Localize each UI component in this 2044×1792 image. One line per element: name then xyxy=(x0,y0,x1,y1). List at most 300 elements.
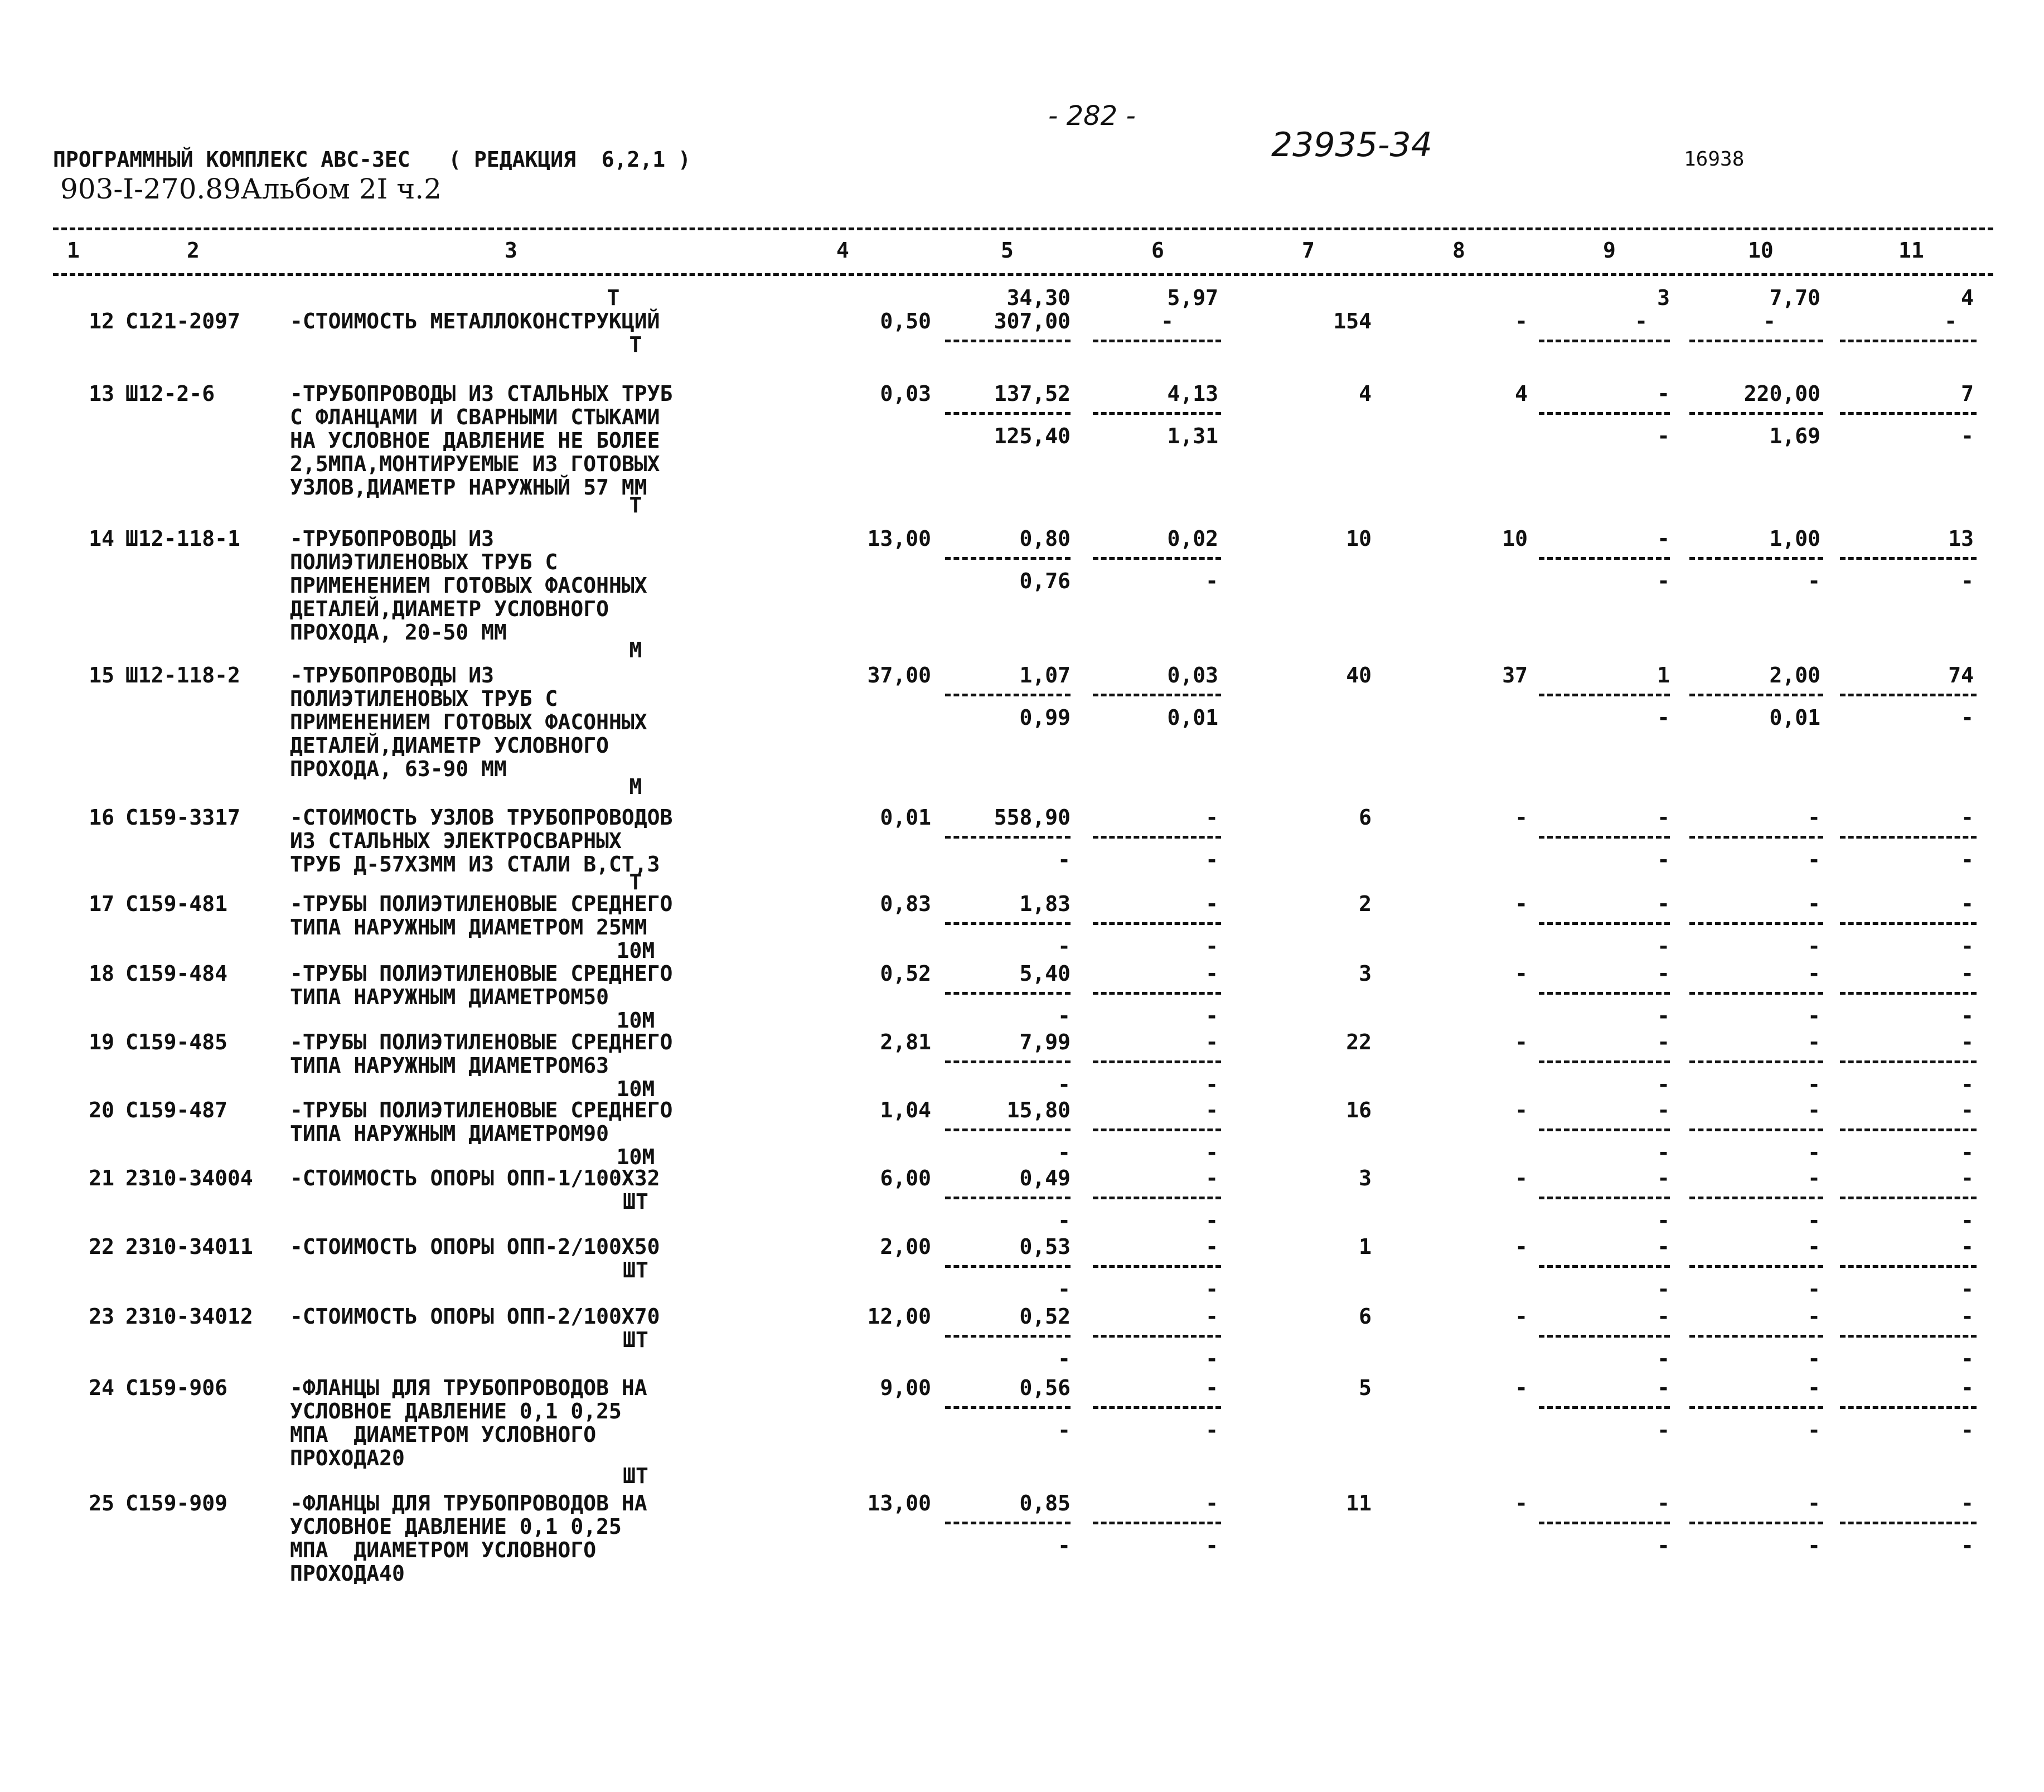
cell-col6-top: - xyxy=(1205,805,1218,830)
cell-col9-top: - xyxy=(1657,892,1670,916)
cell-divider-c6 xyxy=(1093,340,1221,342)
cell-col8: 10 xyxy=(1502,526,1528,551)
cell-col11-bottom: - xyxy=(1961,1140,1974,1165)
cell-col11-top: 7 xyxy=(1961,381,1974,406)
cell-col10-bottom: - xyxy=(1808,934,1820,958)
cell-col5-bottom: 125,40 xyxy=(994,424,1071,448)
cell-col8: - xyxy=(1515,892,1528,916)
cell-col11-bottom: - xyxy=(1961,847,1974,872)
cell-col11-top: - xyxy=(1961,805,1974,830)
cell-divider-c9 xyxy=(1539,1406,1670,1409)
row-code: С159-909 xyxy=(125,1491,228,1515)
cell-divider-c10 xyxy=(1689,836,1823,839)
cell-col6-top: 4,13 xyxy=(1167,381,1218,406)
cell-col6-bottom: - xyxy=(1205,847,1218,872)
cell-divider-c6 xyxy=(1093,1060,1221,1063)
row-number: 19 xyxy=(89,1030,114,1054)
row-name-line: ПРИМЕНЕНИЕМ ГОТОВЫХ ФАСОННЫХ xyxy=(290,573,647,598)
cell-col7: 6 xyxy=(1359,805,1372,830)
cell-divider-c11 xyxy=(1840,694,1977,696)
cell-divider-c6 xyxy=(1093,1522,1221,1524)
cell-col4: 6,00 xyxy=(880,1166,931,1190)
cell-col11-top: - xyxy=(1961,1304,1974,1329)
cell-col8: - xyxy=(1515,961,1528,986)
cell-col6-bottom: - xyxy=(1205,1418,1218,1442)
cell-col6-top: - xyxy=(1205,1491,1218,1515)
cell-col5-bottom: - xyxy=(1058,1277,1071,1301)
cell-divider-c10 xyxy=(1689,557,1823,560)
cell-col5: 307,00 xyxy=(994,309,1071,333)
row-unit-above: Т xyxy=(607,285,620,310)
cell-col5-top: 0,52 xyxy=(1019,1304,1071,1329)
cell-divider-c9 xyxy=(1539,1522,1670,1524)
cell-col8: 37 xyxy=(1502,663,1528,687)
cell-col6-bottom: - xyxy=(1205,1072,1218,1097)
row-unit: ШТ xyxy=(623,1258,648,1282)
cell-col9: - xyxy=(1635,309,1648,333)
cell-col7: 4 xyxy=(1359,381,1372,406)
cell-col5-bottom: - xyxy=(1058,1208,1071,1233)
row-number: 25 xyxy=(89,1491,114,1515)
cell-col5-bottom: - xyxy=(1058,934,1071,958)
cell-col5-top: 0,80 xyxy=(1019,526,1071,551)
row-code: С121-2097 xyxy=(125,309,240,333)
cell-col6-bottom: 0,01 xyxy=(1167,705,1218,730)
row-name-line: ПРОХОДА, 63-90 ММ xyxy=(290,757,507,781)
cell-col11-bottom: - xyxy=(1961,934,1974,958)
row-name-line: ДЕТАЛЕЙ,ДИАМЕТР УСЛОВНОГО xyxy=(290,733,609,758)
cell-col5-bottom: - xyxy=(1058,1533,1071,1558)
cell-col5-bottom: - xyxy=(1058,1004,1071,1028)
cell-col5-bottom: - xyxy=(1058,1140,1071,1165)
cell-col7: 2 xyxy=(1359,892,1372,916)
cell-divider-c6 xyxy=(1093,557,1221,560)
row-name-line: -ТРУБОПРОВОДЫ ИЗ xyxy=(290,526,495,551)
cell-col7: 6 xyxy=(1359,1304,1372,1329)
cell-divider-c6 xyxy=(1093,1406,1221,1409)
cell-col6-bottom: - xyxy=(1205,1140,1218,1165)
row-unit: 10М xyxy=(616,1077,655,1101)
cell-col5-top: 558,90 xyxy=(994,805,1071,830)
cell-divider-c5 xyxy=(945,412,1071,415)
cell-col4: 0,01 xyxy=(880,805,931,830)
cell-col9-bottom: - xyxy=(1657,1277,1670,1301)
cell-col10-top: - xyxy=(1808,1491,1820,1515)
row-name-line: -ТРУБЫ ПОЛИЭТИЛЕНОВЫЕ СРЕДНЕГО xyxy=(290,1098,673,1122)
cell-col8: - xyxy=(1515,309,1528,333)
cell-col11-bottom: - xyxy=(1961,1418,1974,1442)
row-code: С159-487 xyxy=(125,1098,228,1122)
row-code: Ш12-2-6 xyxy=(125,381,215,406)
row-name-line: УСЛОВНОЕ ДАВЛЕНИЕ 0,1 0,25 xyxy=(290,1514,622,1539)
cell-divider-c9 xyxy=(1539,1060,1670,1063)
row-name-line: С ФЛАНЦАМИ И СВАРНЫМИ СТЫКАМИ xyxy=(290,405,660,429)
cell-divider-c10 xyxy=(1689,694,1823,696)
cell-col7: 11 xyxy=(1346,1491,1372,1515)
row-name-line: 2,5МПА,МОНТИРУЕМЫЕ ИЗ ГОТОВЫХ xyxy=(290,452,660,476)
cell-divider-c10 xyxy=(1689,992,1823,995)
cell-col10-top: - xyxy=(1808,1304,1820,1329)
cell-col4: 13,00 xyxy=(867,1491,931,1515)
row-code: Ш12-118-2 xyxy=(125,663,240,687)
row-name-line: ПОЛИЭТИЛЕНОВЫХ ТРУБ С xyxy=(290,550,558,574)
column-header-2: 2 xyxy=(187,238,200,263)
cell-col4: 9,00 xyxy=(880,1376,931,1400)
cell-col6-top: - xyxy=(1205,1166,1218,1190)
cell-divider-c11 xyxy=(1840,1197,1977,1199)
cell-col11-bottom: - xyxy=(1961,569,1974,593)
cell-col9-bottom: - xyxy=(1657,1140,1670,1165)
cell-col9-top: - xyxy=(1657,1166,1670,1190)
row-number: 24 xyxy=(89,1376,114,1400)
cell-col7: 1 xyxy=(1359,1234,1372,1259)
cell-divider-c5 xyxy=(945,340,1071,342)
cell-col6-top: - xyxy=(1205,892,1218,916)
cell-col5-top: 1,83 xyxy=(1019,892,1071,916)
cell-col11-top: 13 xyxy=(1948,526,1974,551)
row-number: 20 xyxy=(89,1098,114,1122)
cell-divider-c9 xyxy=(1539,412,1670,415)
cell-col10-top: - xyxy=(1808,1030,1820,1054)
cell-col7: 5 xyxy=(1359,1376,1372,1400)
cell-divider-c5 xyxy=(945,992,1071,995)
cell-col7: 3 xyxy=(1359,961,1372,986)
row-name-line: ТИПА НАРУЖНЫМ ДИАМЕТРОМ90 xyxy=(290,1121,609,1146)
cell-col6-bottom: - xyxy=(1205,1533,1218,1558)
cell-col11-bottom: - xyxy=(1961,1072,1974,1097)
cell-divider-c9 xyxy=(1539,992,1670,995)
cell-col10-bottom: - xyxy=(1808,1208,1820,1233)
cell-col10-top: - xyxy=(1808,1098,1820,1122)
cell-divider-c5 xyxy=(945,836,1071,839)
cell-col8: - xyxy=(1515,1376,1528,1400)
header-rule-top xyxy=(53,227,1993,230)
cell-col10-bottom: 1,69 xyxy=(1769,424,1820,448)
cell-col11-top: - xyxy=(1961,1166,1974,1190)
cell-col11-bottom: - xyxy=(1961,1004,1974,1028)
row-code: 2310-34012 xyxy=(125,1304,253,1329)
row-name-line: МПА ДИАМЕТРОМ УСЛОВНОГО xyxy=(290,1538,597,1562)
cell-col9-bottom: - xyxy=(1657,1072,1670,1097)
row-name-line: -ТРУБЫ ПОЛИЭТИЛЕНОВЫЕ СРЕДНЕГО xyxy=(290,1030,673,1054)
row-name-line: -СТОИМОСТЬ УЗЛОВ ТРУБОПРОВОДОВ xyxy=(290,805,673,830)
cell-col5-top: 0,85 xyxy=(1019,1491,1071,1515)
cell-divider-c11 xyxy=(1840,557,1977,560)
cell-col10-bottom: - xyxy=(1808,1004,1820,1028)
column-header-9: 9 xyxy=(1603,238,1616,263)
cell-col10-top: - xyxy=(1808,892,1820,916)
cell-col6-top: - xyxy=(1205,1376,1218,1400)
cell-col9-top: - xyxy=(1657,1376,1670,1400)
column-header-8: 8 xyxy=(1452,238,1465,263)
cell-col4: 0,50 xyxy=(880,309,931,333)
row-code: 2310-34011 xyxy=(125,1234,253,1259)
cell-col10-top: 7,70 xyxy=(1769,285,1820,310)
cell-col4: 2,81 xyxy=(880,1030,931,1054)
column-header-1: 1 xyxy=(67,238,80,263)
cell-divider-c10 xyxy=(1689,1335,1823,1338)
cell-col11: - xyxy=(1944,309,1957,333)
cell-col6-bottom: - xyxy=(1205,1347,1218,1371)
column-header-4: 4 xyxy=(836,238,849,263)
cell-col11-bottom: - xyxy=(1961,705,1974,730)
cell-col9-top: - xyxy=(1657,1098,1670,1122)
cell-divider-c11 xyxy=(1840,340,1977,342)
cell-col8: - xyxy=(1515,1030,1528,1054)
cell-col10-top: - xyxy=(1808,961,1820,986)
cell-col4: 0,03 xyxy=(880,381,931,406)
cell-col9-top: - xyxy=(1657,1491,1670,1515)
cell-col10-bottom: - xyxy=(1808,1347,1820,1371)
cell-divider-c10 xyxy=(1689,340,1823,342)
cell-col9-bottom: - xyxy=(1657,1533,1670,1558)
cell-col7: 3 xyxy=(1359,1166,1372,1190)
column-header-10: 10 xyxy=(1748,238,1774,263)
cell-col8: - xyxy=(1515,1491,1528,1515)
column-header-7: 7 xyxy=(1302,238,1315,263)
row-name-line: ДЕТАЛЕЙ,ДИАМЕТР УСЛОВНОГО xyxy=(290,597,609,621)
row-unit: 10М xyxy=(616,1008,655,1033)
row-name-line: ПОЛИЭТИЛЕНОВЫХ ТРУБ С xyxy=(290,686,558,711)
cell-divider-c6 xyxy=(1093,1335,1221,1338)
cell-col11-top: - xyxy=(1961,1376,1974,1400)
row-name-line: ТИПА НАРУЖНЫМ ДИАМЕТРОМ50 xyxy=(290,985,609,1009)
cell-divider-c10 xyxy=(1689,1265,1823,1268)
cell-divider-c11 xyxy=(1840,1060,1977,1063)
cell-divider-c11 xyxy=(1840,412,1977,415)
header-rule-bottom xyxy=(53,273,1993,276)
row-name-line: ТИПА НАРУЖНЫМ ДИАМЕТРОМ 25ММ xyxy=(290,915,647,939)
row-name-line: ИЗ СТАЛЬНЫХ ЭЛЕКТРОСВАРНЫХ xyxy=(290,829,622,853)
cell-divider-c5 xyxy=(945,1335,1071,1338)
cell-divider-c11 xyxy=(1840,1265,1977,1268)
cell-divider-c9 xyxy=(1539,1197,1670,1199)
cell-col5-bottom: 0,99 xyxy=(1019,705,1071,730)
program-title: ПРОГРАММНЫЙ КОМПЛЕКС АВС-ЗЕС ( РЕДАКЦИЯ 6,2,1 ) xyxy=(53,147,691,172)
row-name-line: МПА ДИАМЕТРОМ УСЛОВНОГО xyxy=(290,1422,597,1447)
row-name-line: -СТОИМОСТЬ ОПОРЫ ОПП-1/100Х32 xyxy=(290,1166,660,1190)
cell-divider-c5 xyxy=(945,1265,1071,1268)
cell-divider-c10 xyxy=(1689,1522,1823,1524)
cell-divider-c11 xyxy=(1840,836,1977,839)
cell-divider-c6 xyxy=(1093,1265,1221,1268)
cell-col11-top: - xyxy=(1961,1234,1974,1259)
row-code: С159-485 xyxy=(125,1030,228,1054)
row-name-line: -ТРУБЫ ПОЛИЭТИЛЕНОВЫЕ СРЕДНЕГО xyxy=(290,961,673,986)
cell-col9-bottom: - xyxy=(1657,847,1670,872)
page-mark: - 282 - xyxy=(1048,100,1136,132)
cell-col5-top: 34,30 xyxy=(1006,285,1071,310)
row-name-line: -ФЛАНЦЫ ДЛЯ ТРУБОПРОВОДОВ НА xyxy=(290,1491,647,1515)
row-unit: 10М xyxy=(616,938,655,963)
cell-col9-top: - xyxy=(1657,381,1670,406)
cell-col10-bottom: - xyxy=(1808,569,1820,593)
cell-divider-c9 xyxy=(1539,836,1670,839)
row-unit: Т xyxy=(629,332,642,357)
cell-col9-top: - xyxy=(1657,1304,1670,1329)
cell-col11-bottom: - xyxy=(1961,1533,1974,1558)
cell-divider-c6 xyxy=(1093,992,1221,995)
cell-col4: 2,00 xyxy=(880,1234,931,1259)
cell-divider-c10 xyxy=(1689,1129,1823,1131)
cell-divider-c9 xyxy=(1539,694,1670,696)
row-name-line: ПРОХОДА40 xyxy=(290,1561,405,1586)
row-name-line: -СТОИМОСТЬ ОПОРЫ ОПП-2/100Х50 xyxy=(290,1234,660,1259)
cell-col6-bottom: - xyxy=(1205,934,1218,958)
row-name-line: ПРОХОДА, 20-50 ММ xyxy=(290,620,507,645)
row-name-line: УСЛОВНОЕ ДАВЛЕНИЕ 0,1 0,25 xyxy=(290,1399,622,1423)
cell-divider-c11 xyxy=(1840,1129,1977,1131)
cell-divider-c11 xyxy=(1840,1522,1977,1524)
row-name-line: -СТОИМОСТЬ МЕТАЛЛОКОНСТРУКЦИЙ xyxy=(290,309,660,333)
cell-col6-top: - xyxy=(1205,1304,1218,1329)
cell-divider-c11 xyxy=(1840,922,1977,925)
cell-col5-bottom: - xyxy=(1058,1418,1071,1442)
column-header-3: 3 xyxy=(505,238,517,263)
cell-col9-bottom: - xyxy=(1657,1004,1670,1028)
cell-col10-top: - xyxy=(1808,1234,1820,1259)
cell-col6-top: - xyxy=(1205,1030,1218,1054)
row-name-line: ПРОХОДА20 xyxy=(290,1446,405,1470)
cell-divider-c5 xyxy=(945,1522,1071,1524)
cell-col4: 37,00 xyxy=(867,663,931,687)
cell-col6-bottom: - xyxy=(1205,569,1218,593)
row-name-line: -ТРУБОПРОВОДЫ ИЗ xyxy=(290,663,495,687)
cell-divider-c10 xyxy=(1689,1406,1823,1409)
row-unit: Т xyxy=(629,870,642,894)
row-unit: М xyxy=(629,774,642,799)
cell-col8: - xyxy=(1515,1098,1528,1122)
cell-col6-top: 5,97 xyxy=(1167,285,1218,310)
cell-col7: 16 xyxy=(1346,1098,1372,1122)
cell-col10: - xyxy=(1763,309,1776,333)
cell-col8: - xyxy=(1515,1304,1528,1329)
cell-col9-bottom: - xyxy=(1657,569,1670,593)
cell-divider-c10 xyxy=(1689,922,1823,925)
row-number: 14 xyxy=(89,526,114,551)
cell-col7: 22 xyxy=(1346,1030,1372,1054)
row-code: 2310-34004 xyxy=(125,1166,253,1190)
cell-col11-top: - xyxy=(1961,1491,1974,1515)
cell-col8: - xyxy=(1515,805,1528,830)
row-code: С159-3317 xyxy=(125,805,240,830)
cell-col10-top: 220,00 xyxy=(1743,381,1820,406)
row-name-line: УЗЛОВ,ДИАМЕТР НАРУЖНЫЙ 57 ММ xyxy=(290,475,647,500)
cell-col10-bottom: - xyxy=(1808,1072,1820,1097)
album-label: 903-I-270.89Альбом 2I ч.2 xyxy=(60,173,442,205)
cell-divider-c6 xyxy=(1093,922,1221,925)
cell-col6-bottom: - xyxy=(1205,1208,1218,1233)
cell-col6-bottom: 1,31 xyxy=(1167,424,1218,448)
document-code: 16938 xyxy=(1684,148,1745,171)
cell-col9-top: - xyxy=(1657,1030,1670,1054)
cell-col10-bottom: - xyxy=(1808,1277,1820,1301)
cell-col10-bottom: - xyxy=(1808,847,1820,872)
cell-divider-c6 xyxy=(1093,836,1221,839)
cell-divider-c11 xyxy=(1840,992,1977,995)
cell-col5-top: 5,40 xyxy=(1019,961,1071,986)
cell-col6-top: 0,03 xyxy=(1167,663,1218,687)
cell-col8: 4 xyxy=(1515,381,1528,406)
cell-col10-top: 1,00 xyxy=(1769,526,1820,551)
cell-col10-bottom: - xyxy=(1808,1533,1820,1558)
column-header-6: 6 xyxy=(1151,238,1164,263)
cell-col11-top: - xyxy=(1961,961,1974,986)
cell-col4: 12,00 xyxy=(867,1304,931,1329)
cell-col6-top: - xyxy=(1205,961,1218,986)
row-unit: ШТ xyxy=(623,1328,648,1352)
cell-divider-c5 xyxy=(945,1197,1071,1199)
cell-col6-top: - xyxy=(1205,1098,1218,1122)
cell-divider-c6 xyxy=(1093,1197,1221,1199)
row-unit: ШТ xyxy=(623,1189,648,1214)
cell-col5-top: 15,80 xyxy=(1006,1098,1071,1122)
cell-col7: 10 xyxy=(1346,526,1372,551)
cell-col5-top: 137,52 xyxy=(994,381,1071,406)
row-name-line: НА УСЛОВНОЕ ДАВЛЕНИЕ НЕ БОЛЕЕ xyxy=(290,428,660,453)
cell-col5-bottom: - xyxy=(1058,847,1071,872)
cell-col9-top: 1 xyxy=(1657,663,1670,687)
cell-divider-c10 xyxy=(1689,1197,1823,1199)
cell-divider-c5 xyxy=(945,1060,1071,1063)
row-unit: Т xyxy=(629,493,642,517)
row-name-line: -ФЛАНЦЫ ДЛЯ ТРУБОПРОВОДОВ НА xyxy=(290,1376,647,1400)
cell-col6-bottom: - xyxy=(1205,1004,1218,1028)
cell-divider-c9 xyxy=(1539,922,1670,925)
row-code: Ш12-118-1 xyxy=(125,526,240,551)
cell-col6-top: 0,02 xyxy=(1167,526,1218,551)
row-unit: ШТ xyxy=(623,1464,648,1488)
cell-divider-c6 xyxy=(1093,694,1221,696)
cell-col8: - xyxy=(1515,1234,1528,1259)
cell-col10-top: - xyxy=(1808,1166,1820,1190)
row-number: 23 xyxy=(89,1304,114,1329)
cell-col10-bottom: 0,01 xyxy=(1769,705,1820,730)
row-code: С159-481 xyxy=(125,892,228,916)
row-number: 18 xyxy=(89,961,114,986)
cell-divider-c5 xyxy=(945,557,1071,560)
cell-col9-bottom: - xyxy=(1657,705,1670,730)
cell-col6-bottom: - xyxy=(1205,1277,1218,1301)
cell-col6-top: - xyxy=(1205,1234,1218,1259)
cell-divider-c9 xyxy=(1539,1265,1670,1268)
row-code: С159-484 xyxy=(125,961,228,986)
cell-divider-c11 xyxy=(1840,1406,1977,1409)
cell-col11-top: - xyxy=(1961,1098,1974,1122)
cell-divider-c5 xyxy=(945,922,1071,925)
cell-col8: - xyxy=(1515,1166,1528,1190)
cell-col10-top: - xyxy=(1808,1376,1820,1400)
cell-col7: 40 xyxy=(1346,663,1372,687)
cell-divider-c6 xyxy=(1093,1129,1221,1131)
cell-col11-bottom: - xyxy=(1961,1347,1974,1371)
cell-divider-c6 xyxy=(1093,412,1221,415)
cell-col4: 0,83 xyxy=(880,892,931,916)
cell-col5-top: 0,49 xyxy=(1019,1166,1071,1190)
cell-col5-top: 0,53 xyxy=(1019,1234,1071,1259)
cell-col4: 1,04 xyxy=(880,1098,931,1122)
column-header-11: 11 xyxy=(1898,238,1924,263)
cell-col9-top: - xyxy=(1657,526,1670,551)
column-header-5: 5 xyxy=(1001,238,1014,263)
row-number: 12 xyxy=(89,309,114,333)
row-name-line: -ТРУБОПРОВОДЫ ИЗ СТАЛЬНЫХ ТРУБ xyxy=(290,381,673,406)
row-unit: М xyxy=(629,638,642,662)
row-code: С159-906 xyxy=(125,1376,228,1400)
cell-col9-top: - xyxy=(1657,961,1670,986)
cell-divider-c9 xyxy=(1539,1335,1670,1338)
cell-col9-top: - xyxy=(1657,805,1670,830)
